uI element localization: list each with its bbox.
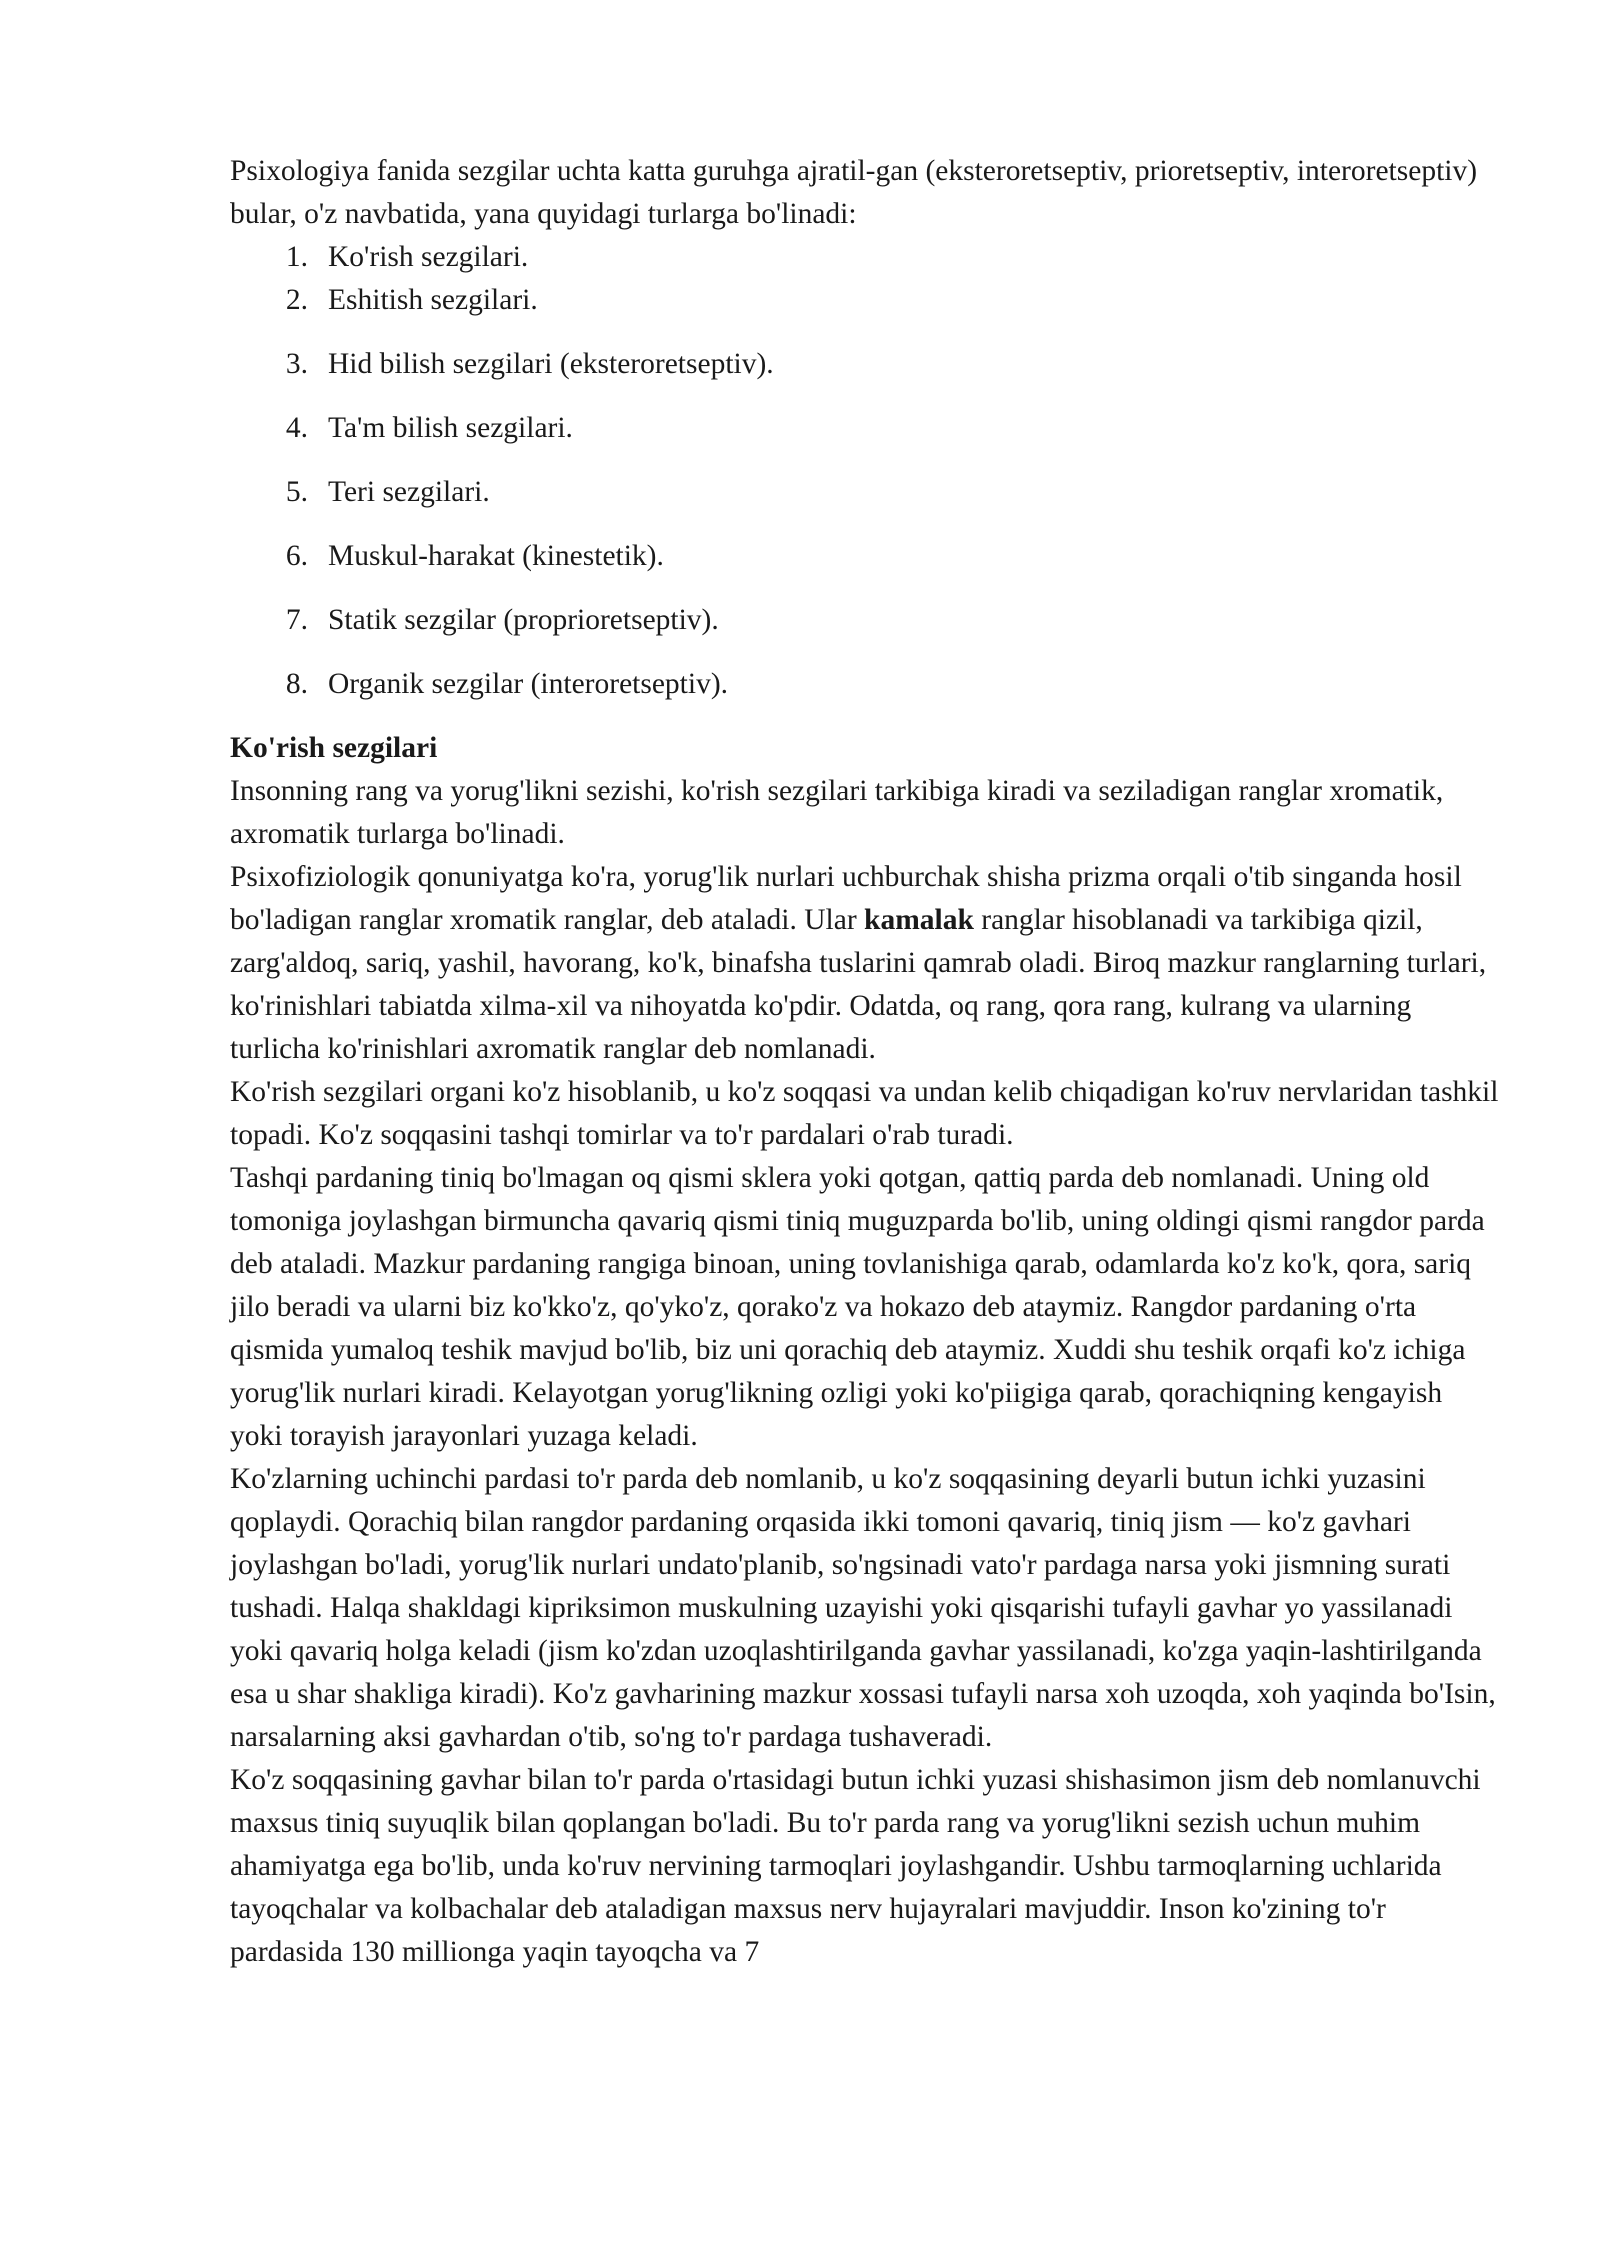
list-item-text: Eshitish sezgilari. xyxy=(328,284,538,316)
list-item-number: 5. xyxy=(285,476,308,508)
paragraph-text: Psixofiziologik qonuniyatga ko'ra, yorug'lik nurlari uchburchak shisha prizma orqali o'tib singanda hosil bo'ladigan ranglar xromatik ranglar, deb ataladi. Ular xyxy=(230,861,1462,936)
document-page xyxy=(230,150,1500,1974)
list-item xyxy=(230,471,1500,514)
list-item-text: Teri sezgilari. xyxy=(328,476,490,508)
section-heading: Ko'rish sezgilari xyxy=(230,732,438,764)
paragraph-color-perception: Insonning rang va yorug'likni sezishi, ko'rish sezgilari tarkibiga kiradi va seziladigan ranglar xromatik, axromatik turlarga bo'linadi. xyxy=(230,775,1444,850)
list-item xyxy=(230,343,1500,386)
paragraph-text: ranglar hisoblanadi va tarkibiga qizil, zarg'aldoq, sariq, yashil, havorang, ko'k, binafsha tuslarini qamrab oladi. Biroq mazkur ranglarning turlari, ko'rinishlari tabiatda xilma-xil va nihoyatda ko'pdir. Odatda, oq rang, qora rang, kulrang va ularning turlicha ko'rinishlari axromatik ranglar deb nomlanadi. xyxy=(230,904,1487,1065)
sensation-types-list xyxy=(230,236,1500,706)
list-item-text: Statik sezgilar (proprioretseptiv). xyxy=(328,604,719,636)
list-item-text: Ta'm bilish sezgilari. xyxy=(328,412,573,444)
list-item xyxy=(230,407,1500,450)
list-item-number: 6. xyxy=(285,540,308,572)
intro-paragraph: Psixologiya fanida sezgilar uchta katta guruhga ajratil-gan (eksteroretseptiv, prioretseptiv, interoretseptiv) bular, o'z navbatida, yana quyidagi turlarga bo'linadi: xyxy=(230,155,1478,230)
list-item-number: 8. xyxy=(285,668,308,700)
list-item-number: 3. xyxy=(285,348,308,380)
list-item-number: 1. xyxy=(285,241,308,273)
list-item-text: Hid bilish sezgilari (eksteroretseptiv). xyxy=(328,348,774,380)
list-item xyxy=(230,279,1500,322)
bold-term: kamalak xyxy=(864,904,974,936)
list-item-text: Organik sezgilar (interoretseptiv). xyxy=(328,668,729,700)
paragraph-vitreous-body: Ko'z soqqasining gavhar bilan to'r parda o'rtasidagi butun ichki yuzasi shishasimon jism deb nomlanuvchi maxsus tiniq suyuqlik bilan qoplangan bo'ladi. Bu to'r parda rang va yorug'likni sezish uchun muhim ahamiyatga ega bo'lib, unda ko'ruv nervining tarmoqlari joylashgandir. Ushbu tarmoqlarning uchlarida tayoqchalar va kolbachalar deb ataladigan maxsus nerv hujayralari mavjuddir. Inson ko'zining to'r pardasida 130 millionga yaqin tayoqcha va 7 xyxy=(230,1764,1481,1968)
list-item xyxy=(230,663,1500,706)
paragraph-outer-membrane: Tashqi pardaning tiniq bo'lmagan oq qismi sklera yoki qotgan, qattiq parda deb nomlanadi. Uning old tomoniga joylashgan birmuncha qavariq qismi tiniq muguzparda bo'lib, uning oldingi qismi rangdor parda deb ataladi. Mazkur pardaning rangiga binoan, uning tovlanishiga qarab, odamlarda ko'z ko'k, qora, sariq jilo beradi va ularni biz ko'kko'z, qo'yko'z, qorako'z va hokazo deb ataymiz. Rangdor pardaning o'rta qismida yumaloq teshik mavjud bo'lib, biz uni qorachiq deb ataymiz. Xuddi shu teshik orqafi ko'z ichiga yorug'lik nurlari kiradi. Kelayotgan yorug'likning ozligi yoki ko'piigiga qarab, qorachiqning kengayish yoki torayish jarayonlari yuzaga keladi. xyxy=(230,1162,1485,1452)
list-item xyxy=(230,236,1500,279)
list-item-number: 4. xyxy=(285,412,308,444)
list-item xyxy=(230,535,1500,578)
paragraph-chromatic-colors xyxy=(230,856,1500,1071)
list-item xyxy=(230,599,1500,642)
list-item-number: 2. xyxy=(285,284,308,316)
paragraph-retina: Ko'zlarning uchinchi pardasi to'r parda deb nomlanib, u ko'z soqqasining deyarli butun ichki yuzasini qoplaydi. Qorachiq bilan rangdor pardaning orqasida ikki tomoni qavariq, tiniq jism — ko'z gavhari joylashgan bo'ladi, yorug'lik nurlari undato'planib, so'ngsinadi vato'r pardaga narsa yoki jismning surati tushadi. Halqa shakldagi kipriksimon muskulning uzayishi yoki qisqarishi tufayli gavhar yo yassilanadi yoki qavariq holga keladi (jism ko'zdan uzoqlashtirilganda gavhar yassilanadi, ko'zga yaqin-lashtirilganda esa u shar shakliga kiradi). Ko'z gavharining mazkur xossasi tufayli narsa xoh uzoqda, xoh yaqinda bo'Isin, narsalarning aksi gavhardan o'tib, so'ng to'r pardaga tushaveradi. xyxy=(230,1463,1496,1753)
list-item-number: 7. xyxy=(285,604,308,636)
list-item-text: Ko'rish sezgilari. xyxy=(328,241,529,273)
list-item-text: Muskul-harakat (kinestetik). xyxy=(328,540,664,572)
paragraph-visual-organ: Ko'rish sezgilari organi ko'z hisoblanib, u ko'z soqqasi va undan kelib chiqadigan ko'ruv nervlaridan tashkil topadi. Ko'z soqqasini tashqi tomirlar va to'r pardalari o'rab turadi. xyxy=(230,1076,1499,1151)
